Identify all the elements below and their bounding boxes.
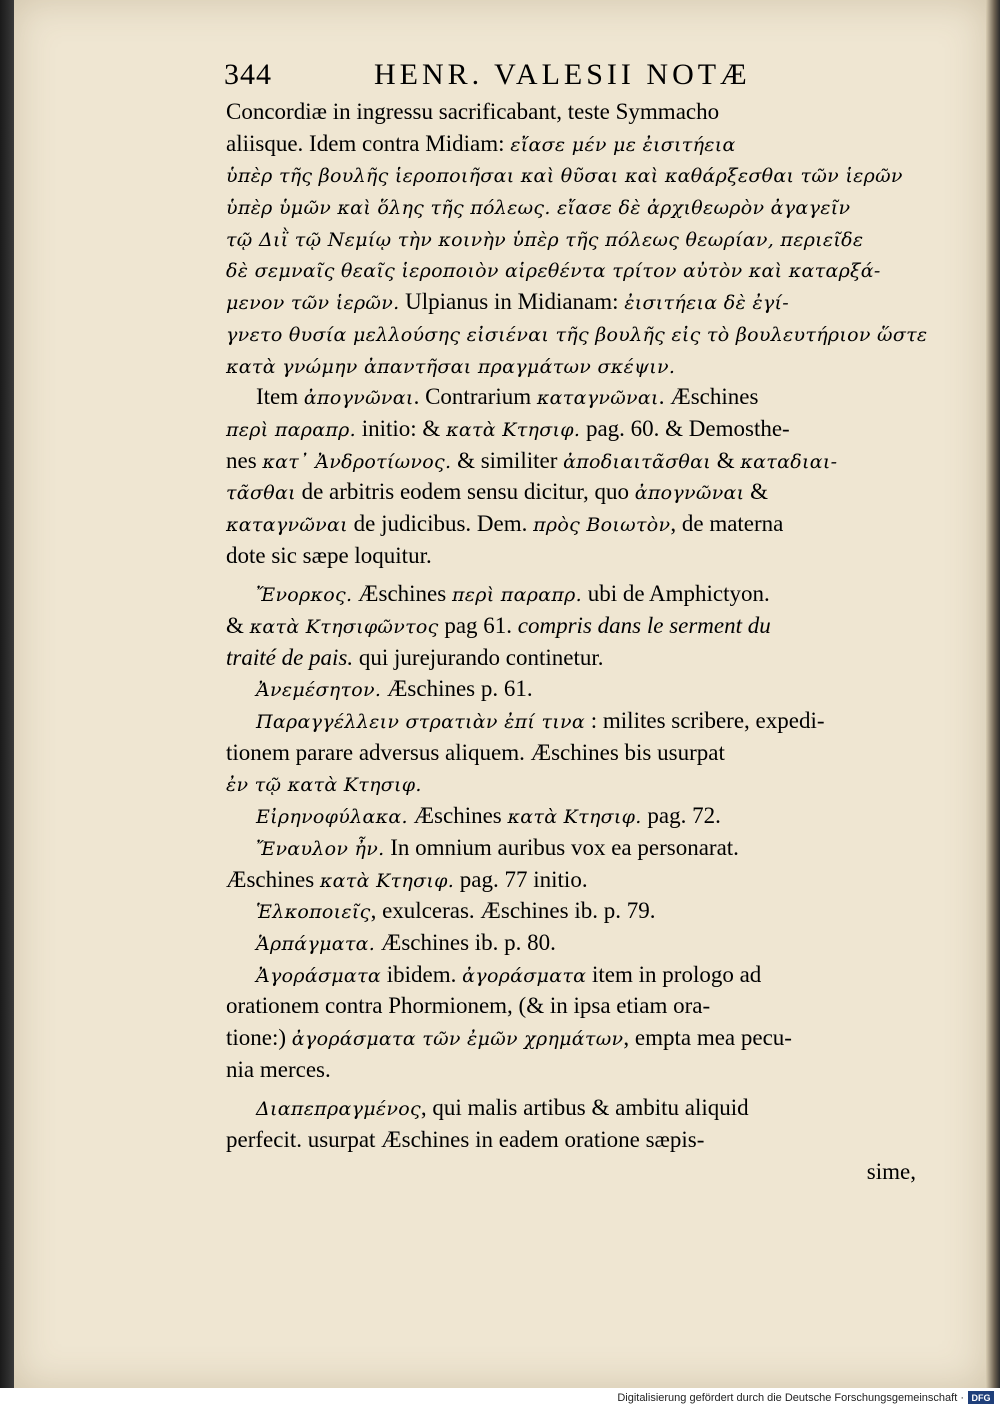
body-text (226, 96, 928, 1187)
latin-text: & similiter (451, 447, 564, 473)
greek-text: Ἑλκοποιεῖς (256, 901, 371, 924)
catchword: sime, (866, 1158, 916, 1184)
greek-text: Ἀγοράσματα (256, 964, 382, 987)
text-line (226, 540, 916, 572)
latin-text: . Contrarium (413, 384, 537, 410)
text-line (226, 159, 916, 191)
latin-text: pag 61. (438, 613, 518, 638)
greek-text: Εἰρηνοφύλακα. (256, 806, 408, 829)
latin-text: , de materna (670, 510, 784, 536)
latin-text: tionem parare adversus aliquem. Æschines bis usurpat (226, 739, 725, 765)
latin-text: Æschines (407, 803, 508, 829)
greek-text: Ἔναυλον ἦν. (256, 837, 385, 860)
latin-text: In omnium auribus vox ea personarat. (384, 834, 739, 860)
greek-text: γνετο θυσία μελλούσης εἰσιέναι τῆς βουλῆς εἰς τὸ βουλευτήριον ὥστε (226, 323, 928, 346)
text-line (226, 128, 916, 160)
text-line (226, 1156, 916, 1188)
greek-text: ἐν τῷ κατὰ Κτησιφ. (226, 774, 422, 797)
text-line (226, 1124, 916, 1156)
text-line (226, 1092, 916, 1124)
text-line (226, 832, 916, 864)
latin-text: pag. 60. & Demosthe- (580, 415, 790, 441)
italic-text: traité de pais. (226, 644, 354, 670)
text-line (226, 508, 916, 540)
text-line (226, 990, 916, 1022)
latin-text: aliisque. Idem contra Midiam: (226, 130, 511, 156)
greek-text: ὑπὲρ ὑμῶν καὶ ὅλης τῆς πόλεως. εἴασε δὲ ἀρχιθεωρὸν ἀγαγεῖν (226, 197, 851, 220)
greek-text: ἀπογνῶναι (303, 387, 414, 410)
greek-text: πρὸς Βοιωτὸν (533, 513, 671, 536)
latin-text: perfecit. usurpat Æschines in eadem oratione sæpis- (226, 1127, 705, 1152)
latin-text: , exulceras. Æschines ib. p. 79. (370, 898, 656, 924)
greek-text: ἀπογνῶναι (634, 482, 745, 505)
latin-text: pag. 77 initio. (454, 866, 588, 892)
text-line (226, 96, 916, 128)
text-line (226, 800, 916, 832)
latin-text: : milites scribere, expedi- (585, 708, 825, 734)
text-line (226, 223, 916, 255)
greek-text: καταγνῶναι (536, 387, 659, 410)
greek-text: Ἀνεμέσητον. (256, 679, 382, 702)
greek-text: κατὰ Κτησιφ. (507, 806, 642, 829)
latin-text: & (744, 479, 769, 505)
greek-text: κατὰ Κτησιφῶντος (249, 616, 439, 638)
latin-text: nes (226, 447, 263, 473)
greek-text: κατὰ γνώμην ἀπαντῆσαι πραγμάτων σκέψιν. (226, 355, 676, 378)
text-line (226, 610, 916, 642)
latin-text: Ulpianus in Midianam: (399, 289, 625, 315)
greek-text: ἐισιτήεια δὲ ἐγί- (624, 292, 789, 315)
latin-text: dote sic sæpe loquitur. (226, 542, 432, 568)
text-line (226, 895, 916, 927)
greek-text: περὶ παραπρ. (226, 418, 356, 441)
text-line (226, 642, 916, 674)
latin-text: , qui malis artibus & ambitu aliquid (420, 1095, 749, 1121)
greek-text: καταδιαι- (740, 450, 838, 473)
greek-text: δὲ σεμναῖς θεαῖς ἱεροποιὸν αἱρεθέντα τρίτον αὐτὸν καὶ καταρξά- (226, 260, 881, 283)
latin-text: Æschines (352, 581, 452, 607)
text-line (226, 476, 916, 508)
page-right-edge (986, 0, 1000, 1388)
text-line (226, 959, 916, 991)
latin-text: item in prologo ad (586, 961, 762, 987)
text-line (226, 768, 916, 800)
latin-text: Æschines p. 61. (381, 676, 533, 702)
latin-text: pag. 72. (641, 803, 721, 829)
latin-text: ibidem. (381, 961, 463, 987)
scan-left-edge (0, 0, 14, 1388)
latin-text: qui jurejurando continetur. (353, 644, 604, 670)
greek-text: τῷ Διῒ τῷ Νεμίῳ τὴν κοινὴν ὑπὲρ τῆς πόλεως θεωρίαν, περιεῖδε (226, 228, 864, 251)
greek-text: Παραγγέλλειν στρατιὰν ἐπί τινα (256, 711, 586, 734)
greek-text: μενον τῶν ἱερῶν. (226, 292, 400, 315)
greek-text: ἀγοράσματα (462, 964, 587, 987)
paragraph-gap (226, 1085, 916, 1092)
latin-text: Concordiæ in ingressu sacrificabant, teste Symmacho (226, 99, 720, 124)
greek-text: ἀποδιαιτᾶσθαι (563, 450, 711, 473)
greek-text: Ἔνορκος. (256, 584, 353, 607)
latin-text: nia merces. (226, 1056, 331, 1082)
footer-bar (0, 1388, 1000, 1407)
text-line (226, 381, 916, 413)
latin-text: initio: & (355, 415, 447, 441)
latin-text: de judicibus. Dem. (347, 510, 534, 536)
text-line (226, 737, 916, 769)
text-line (226, 286, 916, 318)
text-line (226, 673, 916, 705)
text-line (226, 445, 916, 477)
text-line (226, 1054, 916, 1086)
latin-text: , empta mea pecu- (623, 1024, 792, 1050)
greek-text: περὶ παραπρ. (451, 584, 582, 607)
latin-text: de arbitris eodem sensu dicitur, quo (295, 479, 635, 505)
greek-text: κατὰ Κτησιφ. (446, 418, 581, 441)
latin-text: ubi de Amphictyon. (581, 581, 770, 607)
latin-text: . Æschines (658, 384, 759, 410)
greek-text: καταγνῶναι (226, 513, 348, 536)
dfg-logo-icon: DFG (968, 1391, 994, 1404)
text-line (226, 318, 928, 350)
text-line (226, 413, 916, 445)
latin-text: & (226, 613, 250, 638)
greek-text: ἀγοράσματα τῶν ἐμῶν χρημάτων (291, 1027, 624, 1050)
greek-text: τᾶσθαι (226, 482, 296, 505)
greek-text: κατὰ Κτησιφ. (319, 869, 455, 892)
page-header (224, 58, 924, 98)
greek-text: Διαπεπραγμένος (256, 1098, 421, 1121)
latin-text: Æschines (226, 866, 320, 892)
latin-text: & (710, 447, 741, 473)
text-line (226, 254, 916, 286)
latin-text: Æschines ib. p. 80. (375, 929, 556, 955)
text-line (226, 1022, 916, 1054)
text-line (226, 350, 916, 382)
page-number: 344 (224, 58, 272, 91)
running-head: HENR. VALESII NOTÆ (374, 58, 751, 91)
text-line (226, 927, 916, 959)
greek-text: Ἁρπάγματα. (256, 932, 376, 955)
footer-credit: Digitalisierung gefördert durch die Deutsche Forschungsgemeinschaft · (617, 1391, 964, 1404)
text-line (226, 864, 916, 896)
latin-text: orationem contra Phormionem, (& in ipsa etiam ora- (226, 993, 711, 1019)
greek-text: εἴασε μέν με ἐισιτήεια (510, 133, 736, 156)
greek-text: ὑπὲρ τῆς βουλῆς ἱεροποιῆσαι καὶ θῦσαι καὶ καθάρξεσθαι τῶν ἱερῶν (226, 165, 903, 188)
italic-text: compris dans le serment du (517, 613, 771, 638)
text-line (226, 191, 916, 223)
paragraph-gap (226, 571, 916, 578)
text-line (226, 705, 916, 737)
text-segment: Item (256, 384, 304, 410)
greek-text: κατ᾽ Ἀνδροτίωνος. (262, 450, 452, 473)
latin-text: tione:) (226, 1024, 292, 1050)
text-line (226, 578, 916, 610)
